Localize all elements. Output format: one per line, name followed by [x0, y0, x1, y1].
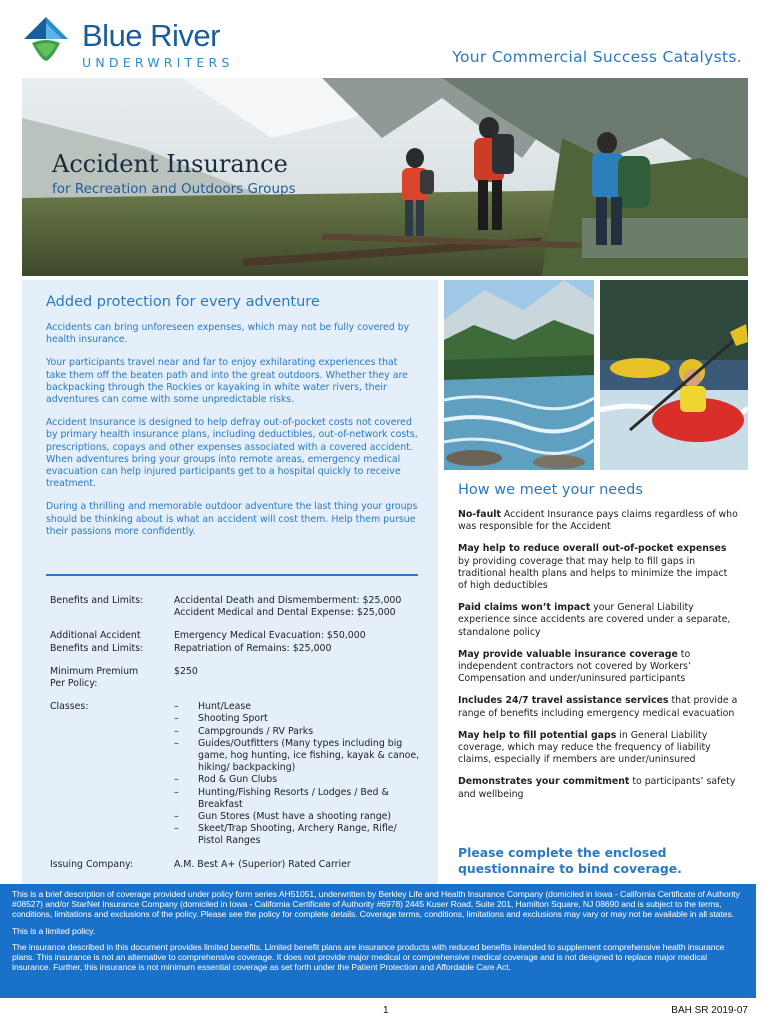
- logo-diamond-icon: [22, 15, 70, 63]
- dash: –: [174, 725, 179, 737]
- class-text: Hunting/Fishing Resorts / Lodges / Bed & Breakfast: [198, 786, 389, 810]
- item-text: to independent contractors not covered by Workers’ Compensation and under/uninsured participants: [458, 648, 691, 685]
- item-bold: Demonstrates your commitment: [458, 776, 630, 788]
- issuing-row: [50, 859, 420, 871]
- benefits-row: [50, 595, 420, 619]
- item-bold: May help to reduce overall out-of-pocket expenses: [458, 543, 727, 555]
- call-to-action: Please complete the enclosed questionnaire to bind coverage.: [458, 845, 682, 876]
- page-number: 1: [383, 1005, 389, 1016]
- item-bold: Includes 24/7 travel assistance services: [458, 695, 669, 707]
- river-photo: [444, 280, 594, 470]
- benefit-line: Repatriation of Remains: $25,000: [174, 642, 332, 654]
- issuing-label: Issuing Company:: [50, 858, 134, 870]
- item-bold: May provide valuable insurance coverage: [458, 648, 678, 660]
- divider: [46, 574, 418, 576]
- list-item: [458, 695, 738, 719]
- hero-image: [22, 78, 748, 276]
- benefit-line: Accident Medical and Dental Expense: $25,000: [174, 607, 396, 619]
- page-title: Accident Insurance: [52, 150, 288, 178]
- tagline: Your Commercial Success Catalysts.: [452, 48, 742, 66]
- paragraph: Accident Insurance is designed to help defray out-of-pocket costs not covered by primary health insurance plans, including deductibles, out-of-network costs, prescriptions, copays and other expenses associated with a covered accident. When adventures bring your groups into remote areas, emergency medical evacuation can help injured participants get to a hospital quickly to receive treatment.: [46, 417, 418, 490]
- classes-label: Classes:: [50, 701, 89, 713]
- class-item: [174, 787, 420, 811]
- header: [0, 0, 770, 78]
- needs-list: [458, 509, 738, 811]
- kayak-photo: [600, 280, 748, 470]
- benefits-table: [50, 595, 420, 871]
- list-item: [458, 602, 738, 639]
- class-text: Rod & Gun Clubs: [198, 774, 278, 786]
- page-subtitle: for Recreation and Outdoors Groups: [52, 181, 296, 197]
- class-item: [174, 726, 420, 738]
- dash: –: [174, 786, 179, 798]
- premium-label: Minimum Premium Per Policy:: [50, 665, 139, 690]
- class-text: Skeet/Trap Shooting, Archery Range, Rifle/ Pistol Ranges: [198, 823, 397, 847]
- benefits-label: Benefits and Limits:: [50, 595, 144, 606]
- class-item: [174, 738, 420, 775]
- item-text: Accident Insurance pays claims regardless of who was responsible for the Accident: [458, 509, 738, 533]
- additional-value: [174, 630, 420, 654]
- class-text: Campgrounds / RV Parks: [198, 725, 314, 737]
- left-panel: [22, 280, 438, 884]
- right-heading: How we meet your needs: [458, 482, 643, 498]
- paragraph: Accidents can bring unforeseen expenses, which may not be fully covered by health insurance.: [46, 322, 410, 346]
- class-item: [174, 713, 420, 725]
- benefits-value: [174, 595, 420, 619]
- logo-name: Blue River: [82, 18, 220, 53]
- class-item: [174, 774, 420, 786]
- item-text: your General Liability experience since accidents are covered under a separate, standalone policy: [458, 602, 731, 638]
- river-illustration: [444, 280, 594, 470]
- left-heading: Added protection for every adventure: [46, 294, 320, 310]
- additional-row: [50, 630, 420, 654]
- benefit-line: Accidental Death and Dismemberment: $25,000: [174, 595, 402, 606]
- item-text: by providing coverage that may help to fill gaps in traditional health plans and helps to minimize the impact of high deductibles: [458, 555, 728, 592]
- disclaimer-paragraph: This is a limited policy.: [12, 925, 96, 936]
- list-item: [458, 730, 738, 767]
- list-item: [458, 543, 738, 592]
- class-text: Gun Stores (Must have a shooting range): [198, 811, 392, 823]
- class-item: [174, 701, 420, 713]
- benefit-line: Emergency Medical Evacuation: $50,000: [174, 630, 366, 642]
- classes-list: [174, 701, 420, 847]
- classes-row: [50, 701, 420, 847]
- paragraph: During a thrilling and memorable outdoor adventure the last thing your groups should be thinking about is what an accident will cost them. Help them pursue their passions more confidently.: [46, 501, 418, 537]
- kayak-illustration: [600, 280, 748, 470]
- dash: –: [174, 737, 179, 749]
- issuing-value: A.M. Best A+ (Superior) Rated Carrier: [174, 858, 351, 870]
- disclaimer-paragraph: This is a brief description of coverage provided under policy form series AH51051, underwritten by Berkley Life and Health Insurance Company (domiciled in Iowa - California Certificate of Authority #08527) and/or StarNet Insurance Company (domiciled in Iowa - California Certificate of Authority #6978) 2445 Kuser Road, Suite 201, Hamilton Square, NJ 08690 and is subject to the terms, conditions, limitations and exclusions of the policy. Please see the policy for complete details. Coverage terms, conditions, limitations and exclusions may vary or may not be available in all states.: [12, 889, 740, 920]
- disclaimer-box: [0, 884, 756, 998]
- item-bold: No-fault: [458, 509, 501, 520]
- dash: –: [174, 713, 179, 725]
- item-text: that provide a range of benefits including emergency medical evacuation: [458, 695, 738, 719]
- document-code: BAH SR 2019-07: [671, 1005, 748, 1016]
- logo: [82, 20, 234, 70]
- class-text: Shooting Sport: [198, 713, 268, 725]
- class-item: [174, 823, 420, 847]
- dash: –: [174, 701, 179, 713]
- item-text: to participants’ safety and wellbeing: [458, 776, 736, 800]
- logo-subtitle: UNDERWRITERS: [82, 55, 234, 70]
- list-item: [458, 776, 738, 800]
- item-text: in General Liability coverage, which may reduce the frequency of liability claims, especially if members are under/uninsured: [458, 729, 711, 766]
- dash: –: [174, 774, 179, 786]
- class-text: Guides/Outfitters (Many types including big game, hog hunting, ice fishing, kayak & canoe, hiking/ backpacking): [198, 737, 420, 774]
- additional-label: Additional Accident Benefits and Limits:: [50, 630, 144, 654]
- dash: –: [174, 823, 179, 835]
- class-item: [174, 811, 420, 823]
- paragraph: Your participants travel near and far to enjoy exhilarating experiences that take them off the beaten path and into the great outdoors. Whether they are backpacking through the Rockies or kayaking in white water rivers, their adventures can come with some unpredictable risks.: [46, 357, 408, 406]
- item-bold: Paid claims won’t impact: [458, 602, 591, 614]
- list-item: [458, 509, 738, 533]
- dash: –: [174, 811, 179, 823]
- premium-value: $250: [174, 665, 198, 677]
- premium-row: [50, 666, 420, 690]
- list-item: [458, 649, 738, 686]
- disclaimer-paragraph: The insurance described in this document provides limited benefits. Limited benefit plans are insurance products with reduced benefits intended to supplement comprehensive health insurance plans. This insurance is not an alternative to comprehensive coverage. It does not provide major medical or comprehensive medical coverage and is not designed to replace major medical insurance. Further, this insurance is not minimum essential coverage as set forth under the Patient Protection and Affordable Care Act.: [12, 941, 725, 973]
- left-body: [46, 322, 418, 549]
- item-bold: May help to fill potential gaps: [458, 729, 617, 741]
- class-text: Hunt/Lease: [198, 701, 251, 713]
